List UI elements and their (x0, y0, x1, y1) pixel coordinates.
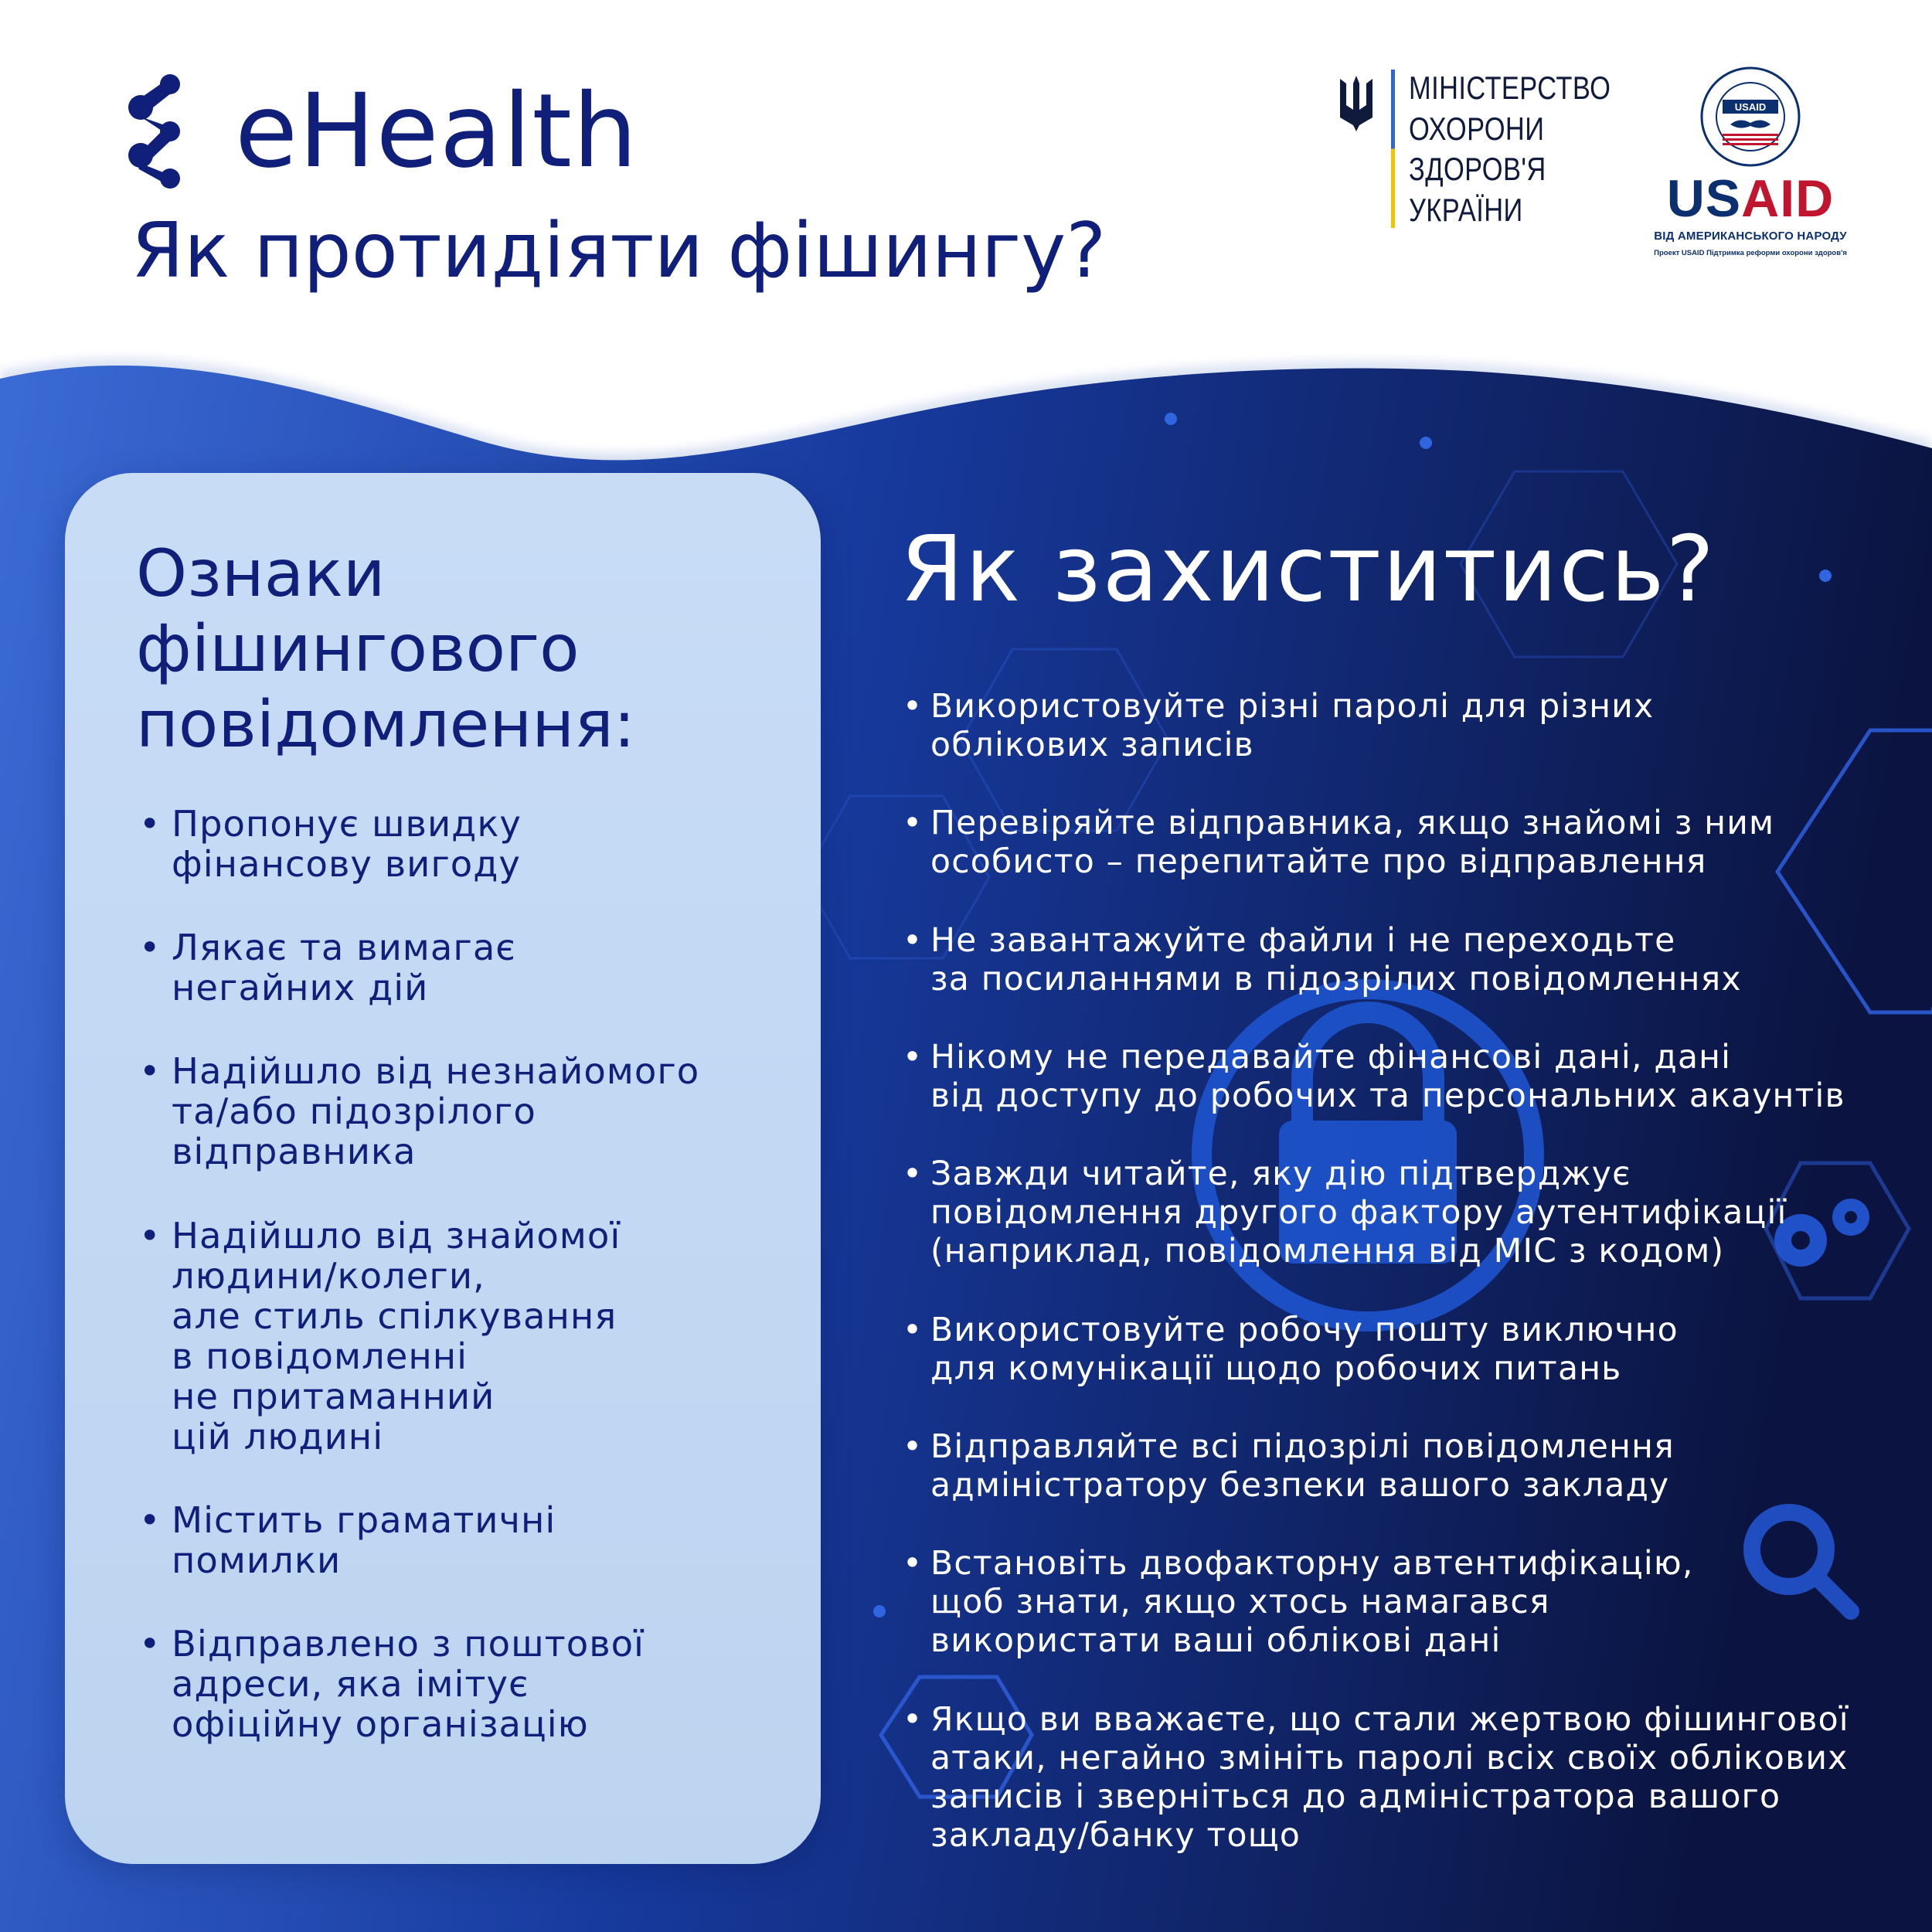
list-item-line: • Відправлено з поштової (172, 1623, 645, 1665)
list-item (903, 1701, 1923, 1856)
protect-title: Як захиститись? (900, 515, 1716, 622)
ehealth-logo-mark-icon (124, 73, 187, 189)
protect-tips-list (903, 688, 1923, 1895)
list-item-line: та/або підозрілого (172, 1090, 536, 1133)
list-item-line: • Лякає та вимагає (172, 927, 516, 969)
usaid-logo (1654, 66, 1847, 257)
list-item-line: адміністратору безпеки вашого закладу (930, 1466, 1670, 1505)
list-item-line: • Не завантажуйте файли і не переходьте (930, 921, 1676, 960)
list-item-line: • Використовуйте різні паролі для різних (930, 688, 1655, 726)
list-item-line: атаки, негайно змініть паролі всіх своїх облікових (930, 1739, 1849, 1777)
list-item-line: записів і зверніться до адміністратора вашого (930, 1777, 1781, 1816)
list-item-line: використати ваші облікові дані (930, 1622, 1502, 1661)
page-headline: Як протидіяти фішингу? (131, 207, 1107, 295)
list-item (139, 1216, 804, 1457)
list-item (139, 1051, 804, 1172)
list-item-line: • Якщо ви вважаєте, що стали жертвою фішингової (930, 1700, 1849, 1739)
trident-icon (1337, 74, 1376, 133)
list-item-line: від доступу до робочих та персональних акаунтів (930, 1077, 1845, 1115)
ehealth-logo (124, 73, 638, 189)
phishing-signs-list (139, 804, 804, 1787)
phishing-signs-card (65, 473, 821, 1864)
ministry-name (1409, 68, 1611, 230)
list-item-line: цій людині (172, 1415, 384, 1458)
phishing-signs-title (136, 536, 635, 762)
list-item (139, 1624, 804, 1744)
list-item-line: відправника (172, 1131, 417, 1173)
usaid-wordmark-aid: AID (1741, 169, 1835, 228)
ministry-logo (1337, 68, 1655, 230)
ministry-name-line: МІНІСТЕРСТВО (1409, 70, 1611, 106)
list-item (139, 804, 804, 884)
list-item (903, 1039, 1923, 1116)
list-item-line: • Завжди читайте, яку дію підтверджує (930, 1155, 1631, 1194)
list-item-line: не притаманний (172, 1375, 495, 1417)
list-item (903, 922, 1923, 999)
list-item (139, 927, 804, 1008)
usaid-seal-icon (1699, 66, 1801, 168)
list-item-line: для комунікації щодо робочих питань (930, 1349, 1622, 1388)
usaid-project-line: Проект USAID Підтримка реформи охорони здоров'я (1654, 249, 1847, 257)
usaid-wordmark-us: US (1666, 169, 1742, 228)
list-item-line: щоб знати, якщо хтось намагався (930, 1583, 1550, 1622)
list-item-line: в повідомленні (172, 1335, 468, 1377)
list-item-line: (наприклад, повідомлення від МІС з кодом) (930, 1233, 1725, 1271)
list-item (903, 804, 1923, 882)
ministry-name-line: ОХОРОНИ (1409, 110, 1545, 147)
phishing-signs-title-line: повідомлення: (136, 685, 636, 762)
list-item-line: • Містить граматичні (172, 1499, 556, 1542)
list-item (139, 1500, 804, 1580)
list-item-line: • Відправляйте всі підозрілі повідомлення (930, 1427, 1675, 1466)
list-item-line: негайних дій (172, 967, 429, 1009)
phishing-signs-title-line: Ознаки (136, 536, 386, 611)
list-item (903, 1155, 1923, 1271)
list-item-line: закладу/банку тощо (930, 1816, 1301, 1855)
list-item (903, 1545, 1923, 1661)
list-item (903, 1428, 1923, 1505)
list-item (903, 688, 1923, 765)
list-item-line: людини/колеги, (172, 1254, 485, 1297)
list-item-line: але стиль спілкування (172, 1294, 617, 1337)
ehealth-logo-text: eHealth (235, 72, 638, 191)
list-item-line: фінансову вигоду (172, 843, 521, 886)
ministry-name-line: УКРАЇНИ (1409, 191, 1523, 228)
list-item-line: облікових записів (930, 726, 1254, 765)
usaid-seal-inner-text: USAID (1734, 101, 1767, 113)
list-item-line: • Пропонує швидку (172, 803, 522, 845)
list-item-line: адреси, яка імітує (172, 1663, 529, 1706)
list-item (903, 1311, 1923, 1389)
phishing-signs-title-line: фішингового (136, 611, 580, 687)
list-item-line: помилки (172, 1539, 342, 1582)
list-item-line: особисто – перепитайте про відправлення (930, 843, 1707, 882)
usaid-subtitle: ВІД АМЕРИКАНСЬКОГО НАРОДУ (1654, 230, 1847, 243)
list-item-line: офіційну організацію (172, 1703, 589, 1746)
list-item-line: • Нікому не передавайте фінансові дані, дані (930, 1038, 1732, 1077)
ministry-flag-bar (1391, 70, 1395, 228)
list-item-line: за посиланнями в підозрілих повідомленнях (930, 960, 1742, 998)
list-item-line: • Надійшло від незнайомого (172, 1050, 700, 1093)
list-item-line: повідомлення другого фактору аутентифікації (930, 1194, 1787, 1233)
list-item-line: • Надійшло від знайомої (172, 1214, 621, 1257)
list-item-line: • Використовуйте робочу пошту виключно (930, 1311, 1679, 1349)
usaid-wordmark (1654, 169, 1847, 228)
list-item-line: • Встановіть двофакторну автентифікацію, (930, 1545, 1694, 1583)
list-item-line: • Перевіряйте відправника, якщо знайомі з ним (930, 804, 1775, 843)
ministry-name-line: ЗДОРОВ'Я (1409, 151, 1546, 187)
